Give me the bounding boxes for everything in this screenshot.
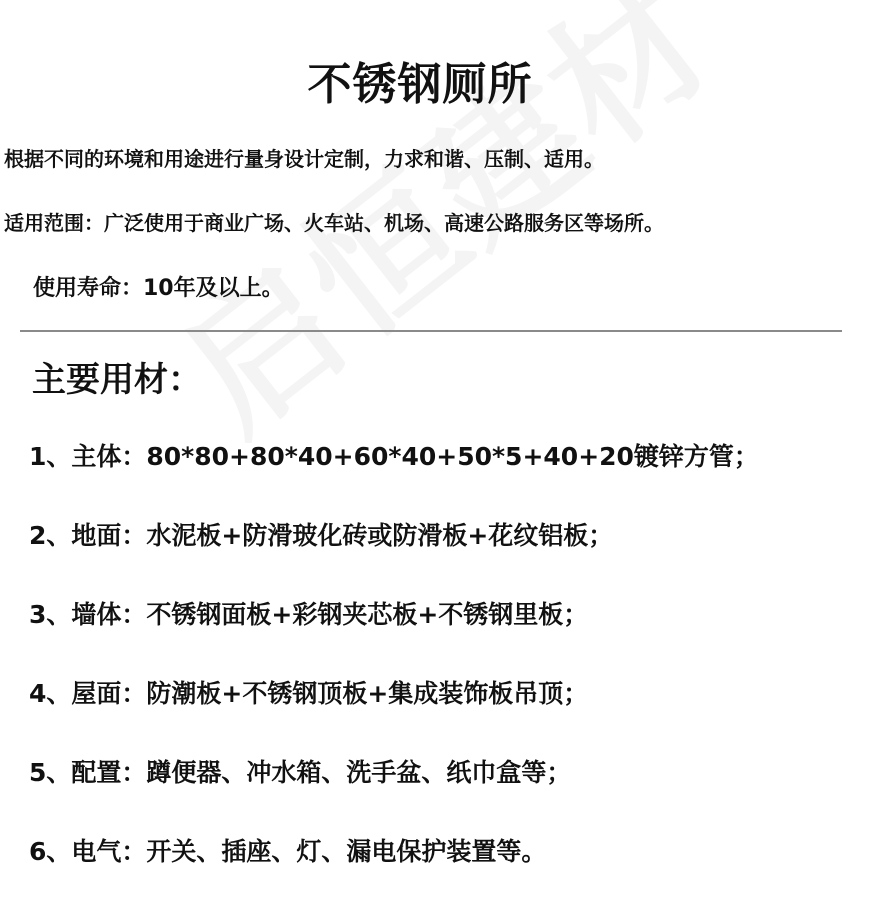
- section-divider: [20, 330, 842, 332]
- materials-heading: 主要用材：: [32, 360, 202, 400]
- lifespan-text: 使用寿命：10年及以上。: [33, 276, 284, 301]
- list-item: 2、地面：水泥板+防滑玻化砖或防滑板+花纹铝板；: [29, 521, 614, 550]
- materials-list: [29, 437, 759, 911]
- intro-scope: 适用范围：广泛使用于商业广场、火车站、机场、高速公路服务区等场所。: [4, 211, 664, 235]
- list-item: 3、墙体：不锈钢面板+彩钢夹芯板+不锈钢里板；: [29, 600, 589, 629]
- page-title: 不锈钢厕所: [307, 59, 533, 110]
- list-item: 1、主体：80*80+80*40+60*40+50*5+40+20镀锌方管；: [29, 442, 759, 471]
- intro-description: 根据不同的环境和用途进行量身设计定制，力求和谐、压制、适用。: [4, 147, 604, 171]
- list-item: 6、电气：开关、插座、灯、漏电保护装置等。: [29, 837, 547, 866]
- list-item: 5、配置：蹲便器、冲水箱、洗手盆、纸巾盒等；: [29, 758, 572, 787]
- list-item: 4、屋面：防潮板+不锈钢顶板+集成装饰板吊顶；: [29, 679, 589, 708]
